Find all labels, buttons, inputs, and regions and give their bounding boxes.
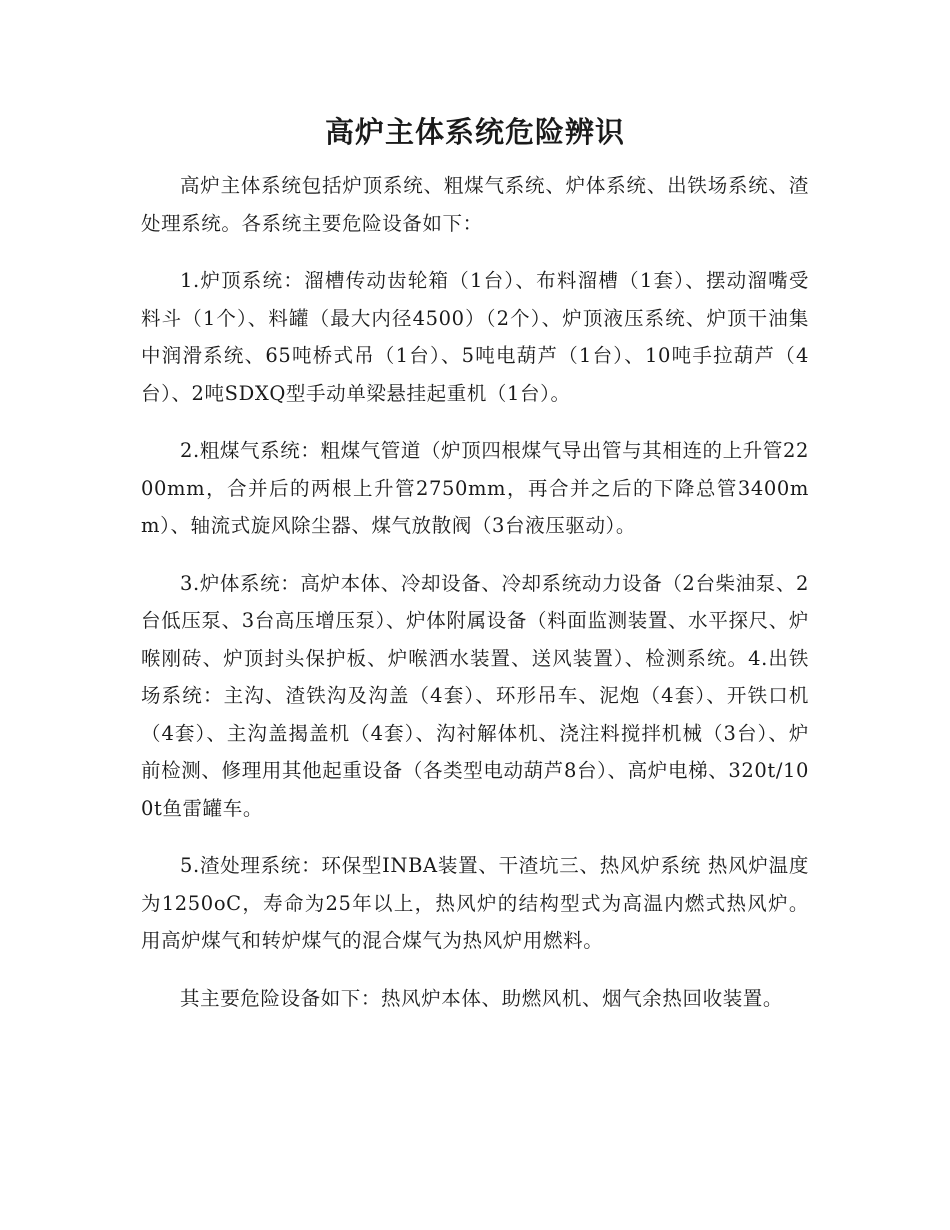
paragraph-slag-and-hot-stove-system: 5.渣处理系统：环保型INBA装置、干渣坑三、热风炉系统 热风炉温度为1250oC，寿命为25年以上，热风炉的结构型式为高温内燃式热风炉。用高炉煤气和转炉煤气的混合煤气为热风炉用燃料。 <box>141 854 809 952</box>
document-body <box>141 167 809 1037</box>
document-title: 高炉主体系统危险辨识 <box>324 115 625 149</box>
paragraph-intro: 高炉主体系统包括炉顶系统、粗煤气系统、炉体系统、出铁场系统、渣处理系统。各系统主要危险设备如下： <box>141 174 809 235</box>
paragraph-raw-gas-system: 2.粗煤气系统：粗煤气管道（炉顶四根煤气导出管与其相连的上升管2200mm，合并后的两根上升管2750mm，再合并之后的下降总管3400mm）、轴流式旋风除尘器、煤气放散阀（3台液压驱动）。 <box>141 439 809 537</box>
paragraph-furnace-top-system: 1.炉顶系统：溜槽传动齿轮箱（1台）、布料溜槽（1套）、摆动溜嘴受料斗（1个）、料罐（最大内径4500）（2个）、炉顶液压系统、炉顶干油集中润滑系统、65吨桥式吊（1台）、5吨电葫芦（1台）、10吨手拉葫芦（4台）、2吨SDXQ型手动单梁悬挂起重机（1台）。 <box>141 269 809 405</box>
paragraph-furnace-body-and-cast-house: 3.炉体系统：高炉本体、冷却设备、冷却系统动力设备（2台柴油泵、2台低压泵、3台高压增压泵）、炉体附属设备（料面监测装置、水平探尺、炉喉刚砖、炉顶封头保护板、炉喉洒水装置、送风装置）、检测系统。4.出铁场系统：主沟、渣铁沟及沟盖（4套）、环形吊车、泥炮（4套）、开铁口机（4套）、主沟盖揭盖机（4套）、沟衬解体机、浇注料搅拌机械（3台）、炉前检测、修理用其他起重设备（各类型电动葫芦8台）、高炉电梯、320t/100t鱼雷罐车。 <box>141 571 809 820</box>
paragraph-hot-stove-hazards: 其主要危险设备如下：热风炉本体、助燃风机、烟气余热回收装置。 <box>180 986 784 1010</box>
